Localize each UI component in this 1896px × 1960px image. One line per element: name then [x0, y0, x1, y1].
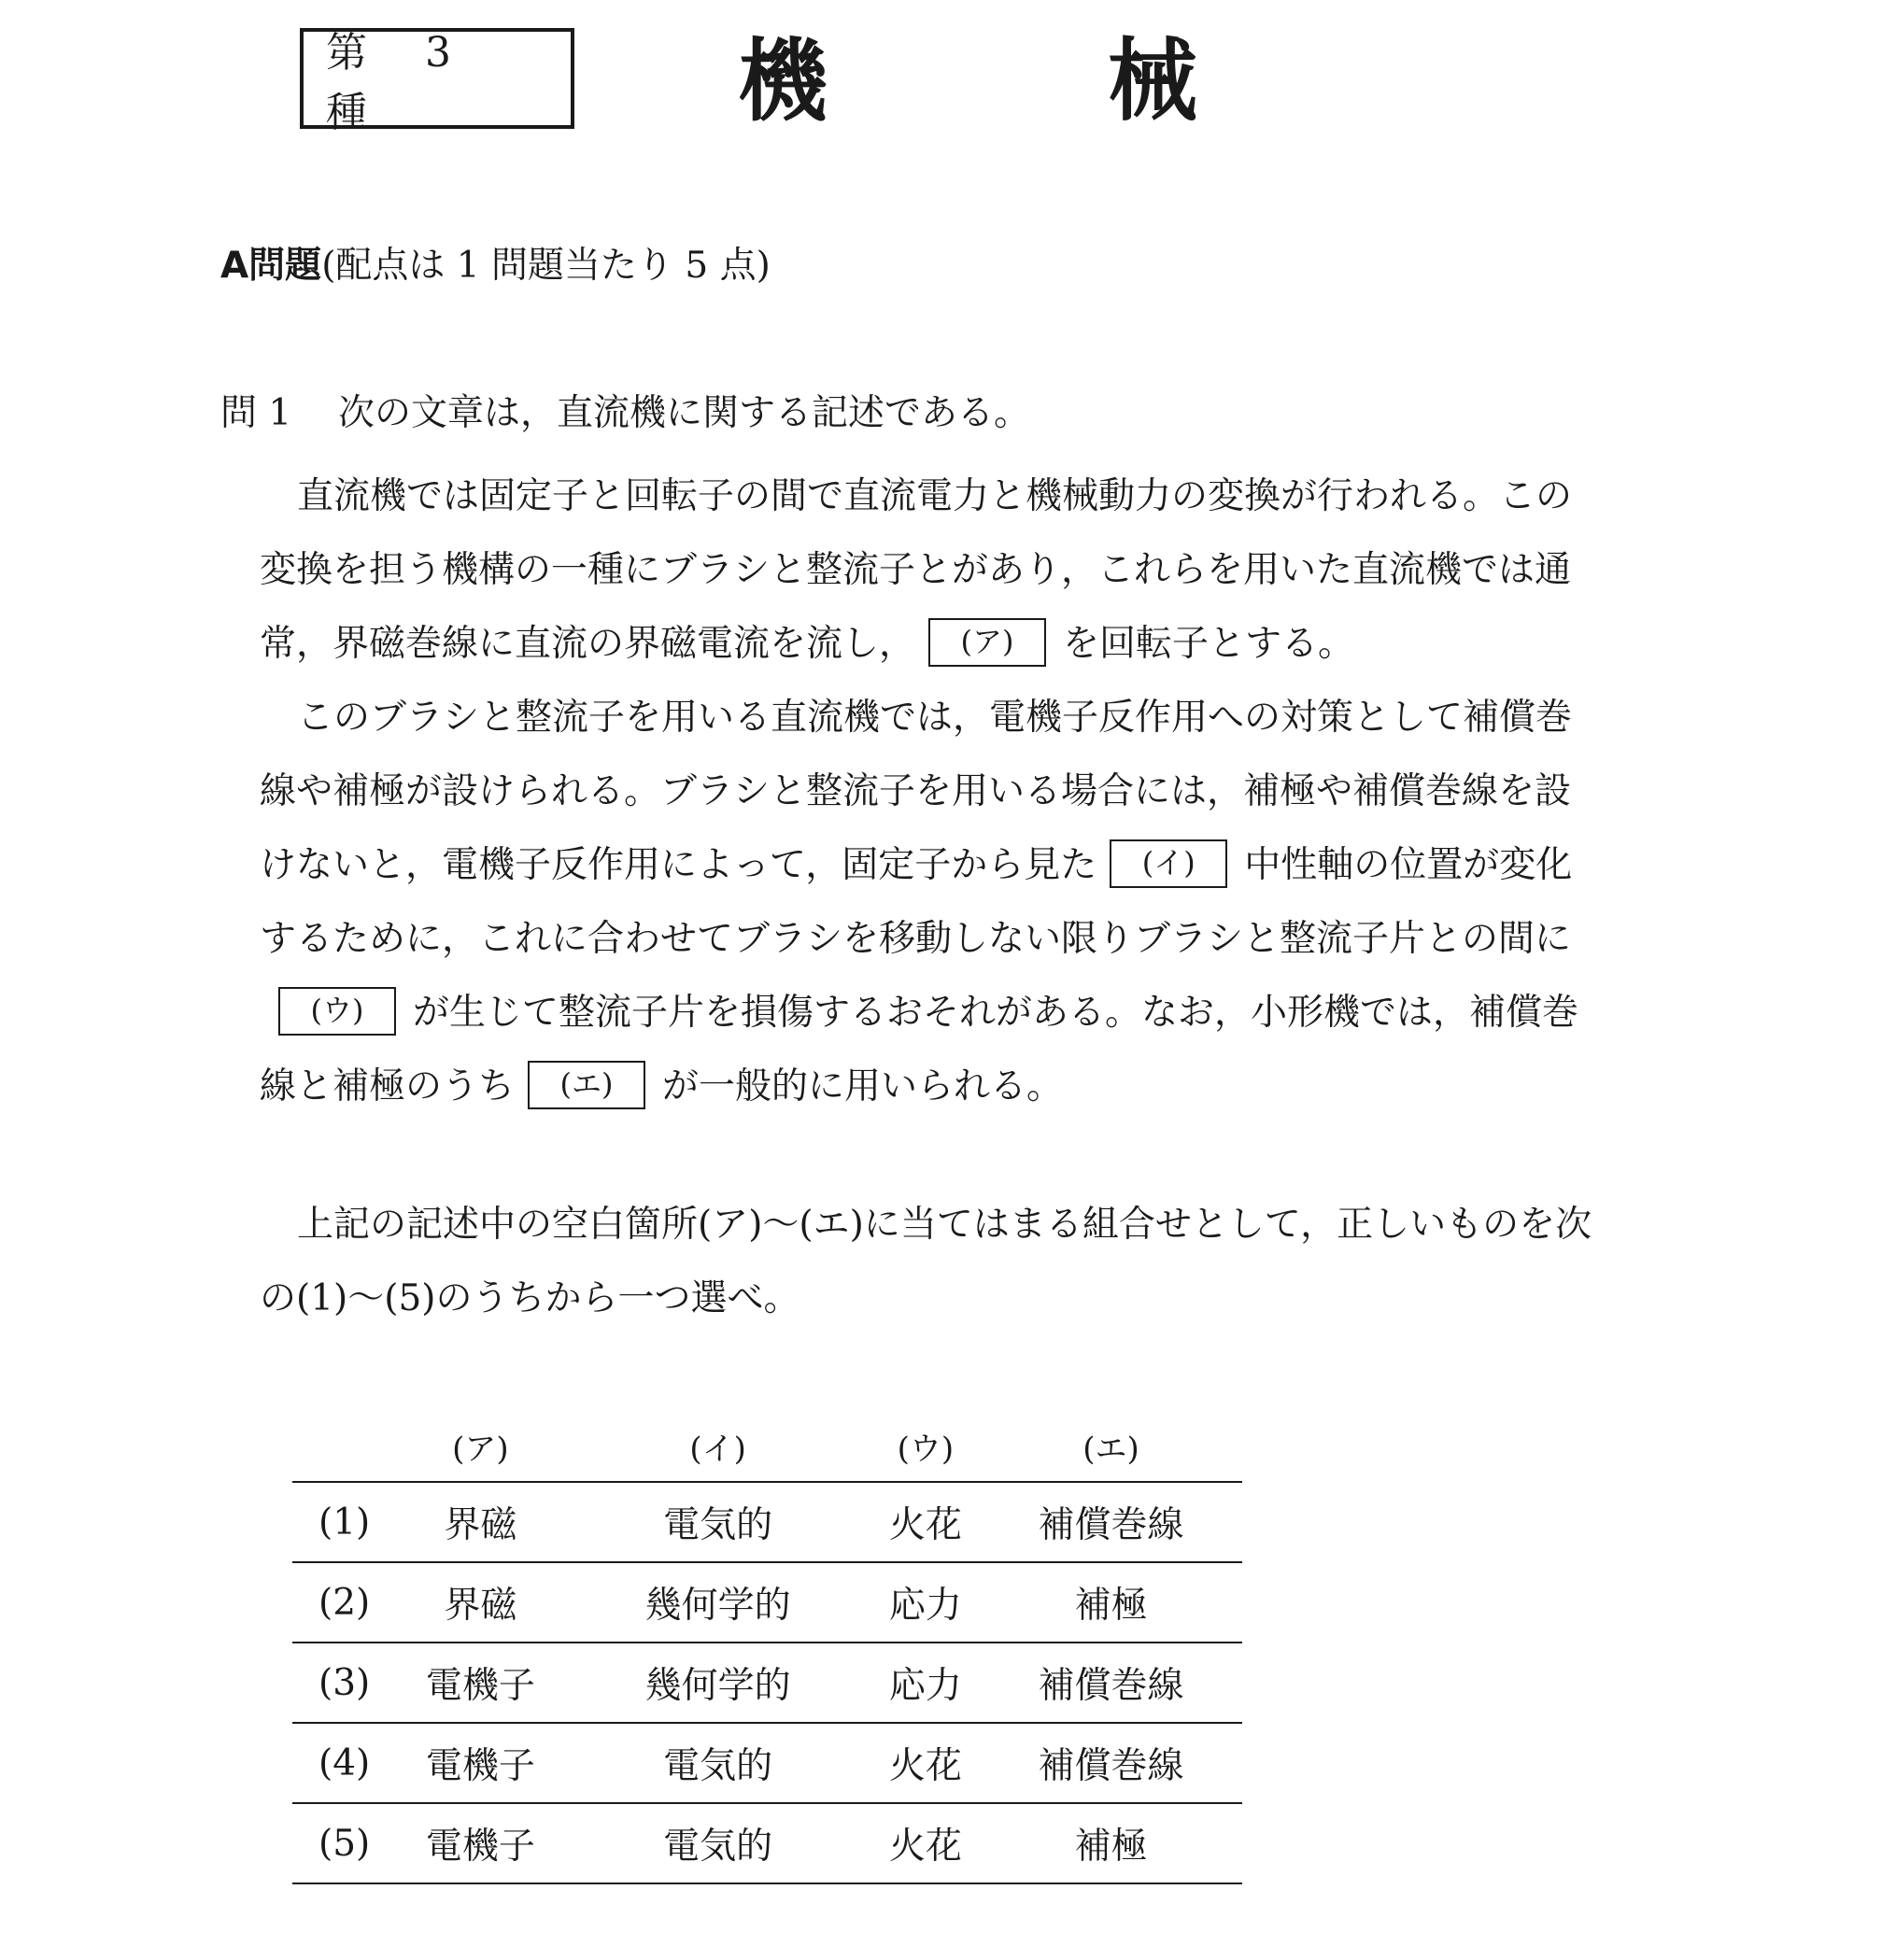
section-label: A問題	[220, 245, 322, 287]
blank-a-box: (ア)	[928, 618, 1046, 667]
table-cell: 補償巻線	[980, 1482, 1242, 1562]
table-cell: 電気的	[565, 1723, 871, 1803]
table-cell: 応力	[871, 1643, 980, 1723]
table-cell: 火花	[871, 1482, 980, 1562]
instruction-line-1: 上記の記述中の空白箇所(ア)～(エ)に当てはまる組合せとして，正しいものを次	[297, 1204, 1592, 1246]
section-heading	[220, 241, 771, 291]
exam-type-box: 第 3 種	[300, 28, 574, 129]
table-header-cell	[292, 1410, 396, 1482]
blank-e-box: (エ)	[528, 1061, 645, 1109]
table-row	[292, 1803, 1242, 1883]
question-number: 問 1	[220, 392, 292, 434]
question-intro-text: 次の文章は，直流機に関する記述である。	[338, 392, 1031, 434]
table-cell: 電機子	[396, 1723, 564, 1803]
blank-i-box: (イ)	[1110, 839, 1227, 888]
subject-char-1: 機	[738, 29, 828, 134]
table-row	[292, 1562, 1242, 1643]
table-cell: 補極	[980, 1803, 1242, 1883]
table-cell: 界磁	[396, 1562, 564, 1643]
subject-char-2: 械	[1108, 29, 1197, 134]
para-text: を回転子とする。	[1063, 623, 1355, 665]
choice-number: (3)	[292, 1643, 396, 1723]
para-line-3	[260, 607, 1354, 681]
para-text: 常，界磁巻線に直流の界磁電流を流し，	[260, 623, 916, 665]
table-cell: 火花	[871, 1803, 980, 1883]
question-intro	[220, 388, 1030, 439]
table-cell: 補極	[980, 1562, 1242, 1643]
table-header-cell: (ウ)	[871, 1410, 980, 1482]
choice-number: (1)	[292, 1482, 396, 1562]
table-row	[292, 1643, 1242, 1723]
para-line-1: 直流機では固定子と回転子の間で直流電力と機械動力の変換が行われる。この	[297, 475, 1573, 517]
para-text: が一般的に用いられる。	[662, 1065, 1064, 1107]
subject-title	[738, 30, 1261, 133]
table-row	[292, 1723, 1242, 1803]
para-line-7: するために，これに合わせてブラシを移動しない限りブラシと整流子片との間に	[260, 918, 1572, 960]
para-text: 中性軸の位置が変化	[1244, 844, 1573, 886]
choice-number: (4)	[292, 1723, 396, 1803]
table-header-cell: (ア)	[396, 1410, 564, 1482]
instruction-line-2: の(1)～(5)のうちから一つ選べ。	[260, 1277, 800, 1319]
table-row	[292, 1482, 1242, 1562]
choices-table	[292, 1410, 1242, 1884]
table-cell: 電機子	[396, 1803, 564, 1883]
table-cell: 幾何学的	[565, 1643, 871, 1723]
choice-number: (5)	[292, 1803, 396, 1883]
para-text: 線と補極のうち	[260, 1065, 516, 1107]
para-line-2: 変換を担う機構の一種にブラシと整流子とがあり，これらを用いた直流機では通	[260, 549, 1572, 591]
table-cell: 電機子	[396, 1643, 564, 1723]
choice-number: (2)	[292, 1562, 396, 1643]
table-header-cell: (イ)	[565, 1410, 871, 1482]
para-line-6	[260, 828, 1572, 902]
table-cell: 電気的	[565, 1482, 871, 1562]
table-cell: 火花	[871, 1723, 980, 1803]
para-line-4: このブラシと整流子を用いる直流機では，電機子反作用への対策として補償巻	[297, 697, 1573, 739]
para-text: が生じて整流子片を損傷するおそれがある。なお，小形機では，補償巻	[413, 992, 1579, 1034]
table-cell: 補償巻線	[980, 1723, 1242, 1803]
table-header-row	[292, 1410, 1242, 1482]
para-line-8	[260, 976, 1578, 1050]
table-cell: 電気的	[565, 1803, 871, 1883]
para-line-5: 線や補極が設けられる。ブラシと整流子を用いる場合には，補極や補償巻線を設	[260, 770, 1572, 812]
section-note: (配点は 1 問題当たり 5 点)	[321, 245, 771, 287]
table-cell: 応力	[871, 1562, 980, 1643]
table-cell: 補償巻線	[980, 1643, 1242, 1723]
table-cell: 幾何学的	[565, 1562, 871, 1643]
table-cell: 界磁	[396, 1482, 564, 1562]
para-text: けないと，電機子反作用によって，固定子から見た	[260, 844, 1097, 886]
blank-u-box: (ウ)	[278, 987, 396, 1036]
para-line-9	[260, 1050, 1063, 1123]
table-header-cell: (エ)	[980, 1410, 1242, 1482]
